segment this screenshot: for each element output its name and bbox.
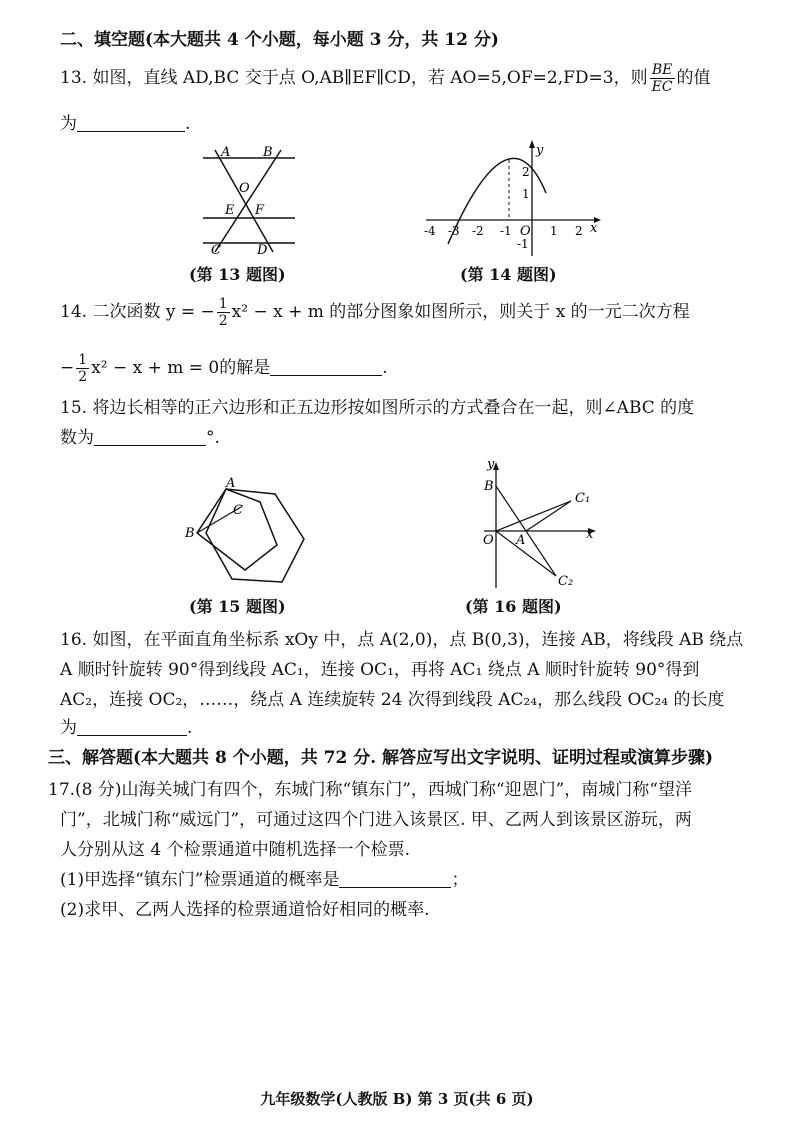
- q13-frac-num: BE: [650, 62, 675, 79]
- q17-line1: 17.(8 分)山海关城门有四个，东城门称“镇东门”，西城门称“迎恩门”，南城门称“望洋: [48, 780, 692, 800]
- q16-line3: AC₂，连接 OC₂，……，绕点 A 连续旋转 24 次得到线段 AC₂₄，那么线段 OC₂₄ 的长度: [60, 690, 725, 710]
- q14-caption: (第 14 题图): [460, 265, 557, 284]
- axis-y-label: y: [536, 143, 544, 158]
- figure-13: [195, 146, 305, 256]
- label-d: D: [257, 243, 268, 256]
- y-tick-2: 2: [522, 165, 530, 179]
- q14-line2-pre: −: [60, 358, 75, 378]
- q14-frac-num: 1: [218, 296, 228, 312]
- q16-answer-blank[interactable]: [77, 717, 187, 736]
- page-footer: 九年级数学(人教版 B) 第 3 页(共 6 页): [260, 1090, 534, 1108]
- q16-caption: (第 16 题图): [465, 597, 562, 616]
- q17-part1-pre: (1)甲选择“镇东门”检票通道的概率是: [60, 870, 340, 890]
- q13-line2-text: 为: [60, 114, 77, 134]
- x-tick-neg1: -1: [500, 224, 512, 238]
- q17-answer-blank[interactable]: [339, 869, 451, 888]
- x-tick-neg2: -2: [472, 224, 484, 238]
- x-tick-1: 1: [550, 224, 558, 238]
- figure-15: [182, 474, 317, 592]
- q14-fraction: [217, 296, 230, 329]
- section3-heading: 三、解答题(本大题共 8 个小题，共 72 分. 解答应写出文字说明、证明过程或演算步骤): [48, 748, 714, 768]
- q15-line2-pre: 数为: [60, 428, 94, 448]
- q17-part1: [60, 868, 468, 892]
- label-c1: C₁: [575, 491, 591, 506]
- q17-part1-end: ；: [451, 870, 469, 890]
- q16-line4-pre: 为: [60, 718, 77, 738]
- q13-fraction: [650, 62, 675, 95]
- label-o: O: [239, 181, 250, 196]
- y-tick-1: 1: [522, 187, 530, 201]
- label-e: E: [225, 203, 235, 218]
- q13-caption: (第 13 题图): [189, 265, 286, 284]
- label-x: x: [586, 527, 594, 542]
- q14-frac2-den: 2: [78, 369, 88, 385]
- q16-line4-end: .: [187, 718, 193, 738]
- x-tick-neg3: -3: [448, 224, 460, 238]
- label-y: y: [487, 458, 495, 472]
- figure-14: [422, 140, 602, 260]
- q13-text: 13. 如图，直线 AD,BC 交于点 O,AB∥EF∥CD，若 AO=5,OF=2,FD=3，则: [60, 68, 648, 88]
- q14-fraction-2: [76, 352, 89, 385]
- label-c: C: [211, 243, 221, 256]
- q15-line2: [60, 426, 220, 450]
- parabola-curve: [448, 158, 546, 244]
- y-axis-arrow: [529, 140, 535, 148]
- q15-caption: (第 15 题图): [189, 597, 286, 616]
- q14-line2-end: .: [382, 358, 388, 378]
- y-tick-neg1: -1: [517, 237, 529, 251]
- x-tick-neg4: -4: [424, 224, 436, 238]
- label-c2: C₂: [558, 574, 574, 589]
- q13-tail: 的值: [676, 68, 711, 88]
- q14-line2-post: x² − x + m = 0的解是: [91, 358, 271, 378]
- q15-line1: 15. 将边长相等的正六边形和正五边形按如图所示的方式叠合在一起，则∠ABC 的度: [60, 398, 695, 418]
- q14-line1-pre: 14. 二次函数 y = −: [60, 302, 215, 322]
- hexagon: [206, 489, 304, 582]
- label-a: A: [221, 146, 231, 160]
- label-f: F: [255, 203, 265, 218]
- q14-answer-blank[interactable]: [270, 357, 382, 376]
- line-ad: [215, 150, 273, 252]
- label-b: B: [185, 526, 195, 541]
- q13-answer-blank[interactable]: [77, 113, 185, 132]
- axis-x-label: x: [590, 221, 598, 236]
- label-a: A: [516, 533, 526, 548]
- label-b: B: [484, 479, 494, 494]
- q14-line2: [60, 352, 388, 385]
- q17-line2: 门”，北城门称“威远门”，可通过这四个门进入该景区. 甲、乙两人到该景区游玩，两: [60, 810, 692, 830]
- section2-heading: 二、填空题(本大题共 4 个小题，每小题 3 分，共 12 分): [60, 30, 499, 50]
- pentagon: [197, 489, 277, 570]
- q17-part2: (2)求甲、乙两人选择的检票通道恰好相同的概率.: [60, 900, 430, 920]
- q16-line2: A 顺时针旋转 90°得到线段 AC₁，连接 OC₁，再将 AC₁ 绕点 A 顺时针旋转 90°得到: [60, 660, 700, 680]
- label-a: A: [226, 476, 236, 491]
- q13-line2: 为 .: [60, 114, 191, 134]
- q13-line1: [60, 62, 711, 95]
- label-c: C: [233, 503, 243, 518]
- segment-oc2: [496, 531, 556, 576]
- label-o: O: [483, 533, 494, 548]
- q15-line2-end: °.: [206, 428, 220, 448]
- segment-ab: [496, 486, 526, 531]
- q15-answer-blank[interactable]: [94, 427, 206, 446]
- origin-label: O: [520, 224, 531, 239]
- q14-line1-post: x² − x + m 的部分图象如图所示，则关于 x 的一元二次方程: [231, 302, 690, 322]
- q14-frac-den: 2: [218, 313, 228, 329]
- q14-frac2-num: 1: [78, 352, 88, 368]
- label-b: B: [263, 146, 273, 160]
- segment-ac2: [526, 531, 556, 576]
- q16-line1: 16. 如图，在平面直角坐标系 xOy 中，点 A(2,0)，点 B(0,3)，连接 AB，将线段 AB 绕点: [60, 630, 744, 650]
- figure-16: [478, 458, 600, 590]
- line-bc: [215, 150, 281, 252]
- q16-line4: [60, 716, 192, 740]
- q14-line1: [60, 296, 690, 329]
- q13-frac-den: EC: [651, 79, 673, 95]
- q17-line3: 人分别从这 4 个检票通道中随机选择一个检票.: [60, 840, 411, 860]
- x-tick-2: 2: [575, 224, 583, 238]
